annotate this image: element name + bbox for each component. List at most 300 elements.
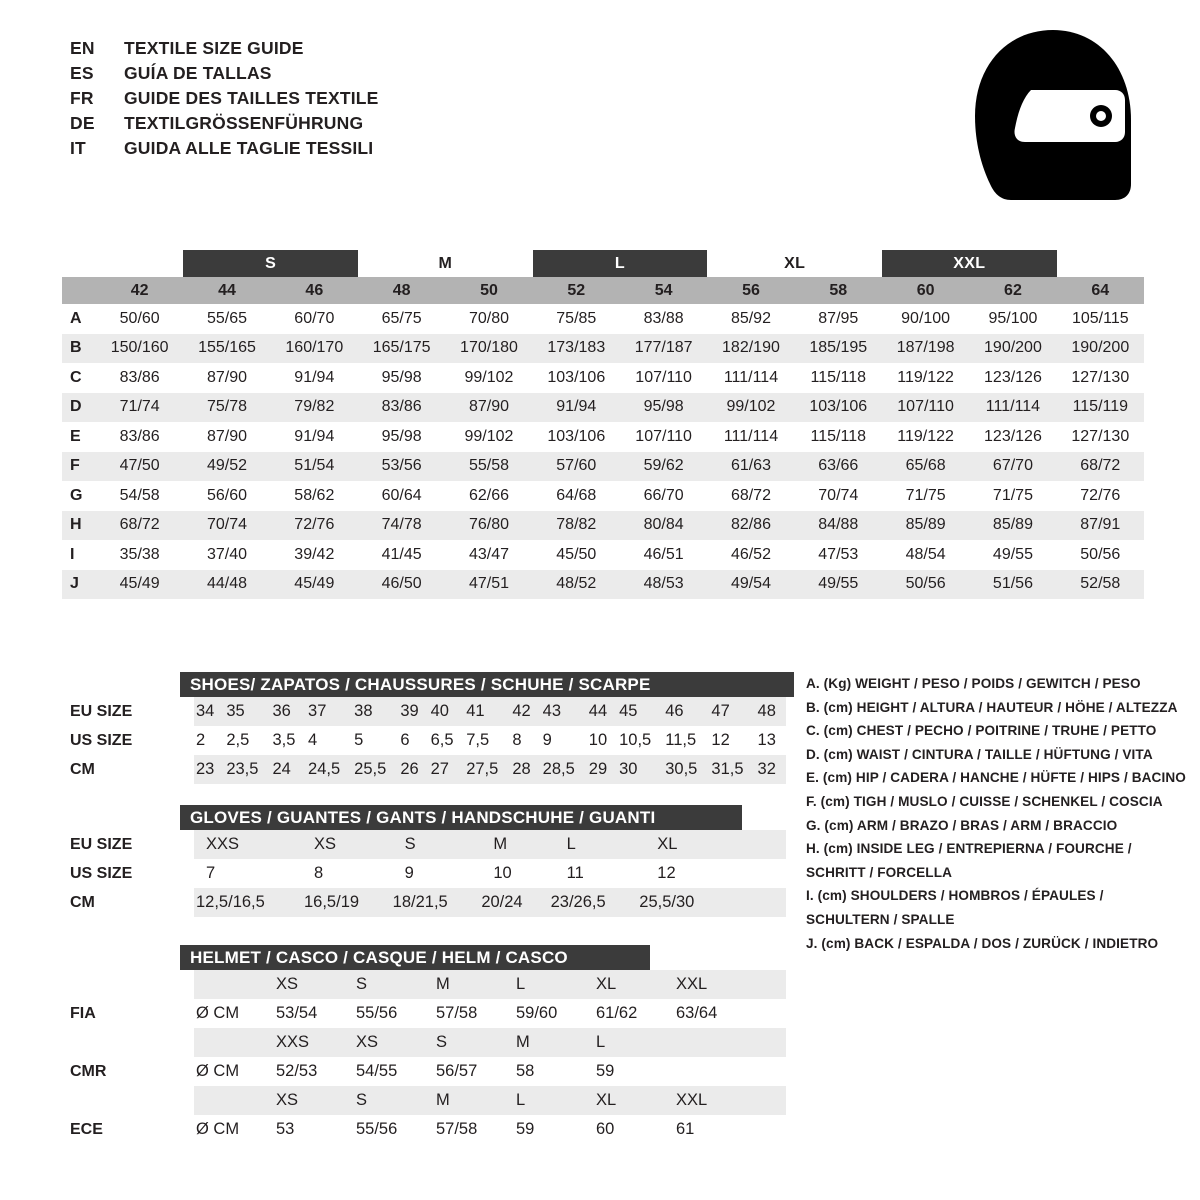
table-cell: 111/114 [723,427,779,445]
table-cell: 3,5 [272,731,296,749]
row-label: US SIZE [70,731,133,749]
helmet-size: XXS [274,1028,354,1057]
table-cell: 11 [566,864,584,882]
table-row [62,363,1144,393]
table-cell: 10 [588,731,608,749]
table-cell: 182/190 [707,334,794,364]
table-cell: 71/75 [992,486,1033,504]
helmet-size: XS [354,1028,434,1057]
table-cell: 190/200 [969,334,1056,364]
table-cell: 74/78 [358,511,445,541]
numeric-size-48: 48 [358,277,445,304]
table-cell-empty [674,1057,754,1086]
table-cell: 79/82 [271,393,358,423]
language-row-es [70,63,379,88]
table-cell: 24 [270,755,306,784]
table-cell: 123/126 [984,368,1042,386]
table-cell: 85/92 [730,309,771,327]
table-cell: 103/106 [547,427,606,445]
table-cell: 8 [512,731,522,749]
legend-line: E. (cm) HIP / CADERA / HANCHE / HÜFTE / HIPS / BACINO [806,770,1186,786]
helmet-size: XS [274,1086,354,1115]
legend-line: F. (cm) TIGH / MUSLO / CUISSE / SCHENKEL / COSCIA [806,793,1163,809]
table-cell-empty [726,888,786,917]
table-row [70,755,786,784]
table-cell: 173/183 [533,334,620,364]
table-cell: 75/85 [556,309,597,327]
table-cell: 2,5 [226,731,250,749]
table-cell: 55/65 [206,309,248,327]
table-cell: 53 [276,1120,295,1138]
legend-line: C. (cm) CHEST / PECHO / POITRINE / TRUHE / PETTO [806,723,1157,739]
table-cell: 47/53 [818,545,859,563]
language-title: GUIDA ALLE TAGLIE TESSILI [124,138,374,158]
table-cell: 20/24 [479,888,548,917]
table-cell: 105/115 [1071,309,1129,327]
table-cell: 90/100 [901,309,951,327]
language-code: DE [70,113,95,133]
table-row [62,481,1144,511]
table-cell: 7 [206,864,216,882]
table-cell: 59 [516,1120,535,1138]
row-label-empty [70,1086,194,1115]
table-cell: 185/195 [795,334,882,364]
table-cell: 55/56 [356,1120,398,1138]
language-title: GUÍA DE TALLAS [124,63,272,83]
language-title: TEXTILE SIZE GUIDE [124,38,304,58]
table-cell: 68/72 [1057,452,1144,482]
numeric-size-52: 52 [533,277,620,304]
table-cell: 53/56 [358,452,445,482]
table-cell: 49/55 [795,570,882,600]
table-cell: 27 [429,755,465,784]
unit-label-empty [194,1028,274,1057]
table-row [62,422,1144,452]
table-cell: 18/21,5 [391,888,480,917]
table-cell: 150/160 [96,334,183,364]
table-cell: 9 [542,731,552,749]
table-cell-empty [754,1086,786,1115]
table-cell: 65/75 [381,309,422,327]
table-row [70,999,786,1028]
table-cell: 155/165 [183,334,270,364]
table-cell: 63/66 [795,452,882,482]
table-cell: 27,5 [464,755,510,784]
table-cell: 44/48 [183,570,270,600]
table-cell: 75/78 [183,393,270,423]
table-cell: 23/26,5 [549,888,638,917]
legend-line: I. (cm) SHOULDERS / HOMBROS / ÉPAULES / [806,888,1104,904]
table-cell: 46/50 [358,570,445,600]
table-cell-empty [726,830,786,859]
table-cell: 41/45 [381,545,422,563]
helmet-size: M [434,970,514,999]
helmet-size: S [354,1086,434,1115]
table-cell: 11,5 [665,731,697,749]
table-cell: 9 [404,864,414,882]
table-cell: 10 [493,864,512,882]
table-cell: 61/62 [596,1004,638,1022]
table-cell: 12 [711,731,730,749]
row-label: EU SIZE [70,702,133,720]
table-cell: 76/80 [445,511,532,541]
table-cell: 187/198 [882,334,969,364]
table-cell: 78/82 [533,511,620,541]
table-cell: 41 [464,697,510,726]
table-cell: 28 [510,755,540,784]
table-cell: 87/90 [445,393,532,423]
table-cell: 7,5 [466,731,490,749]
table-cell: 62/66 [468,486,509,504]
table-cell: 177/187 [620,334,707,364]
numeric-size-corner [62,277,96,304]
table-cell: 54/55 [356,1062,398,1080]
table-cell: 43 [541,697,587,726]
gloves-table [70,830,786,917]
row-label: H [62,511,96,541]
table-cell: XS [302,830,391,859]
table-cell: 49/54 [707,570,794,600]
helmet-title: HELMET / CASCO / CASQUE / HELM / CASCO [180,945,650,970]
table-cell: 34 [194,697,224,726]
table-cell: 107/110 [635,368,692,386]
table-cell: 56/57 [436,1062,478,1080]
table-row [62,393,1144,423]
table-cell: 127/130 [1071,368,1130,386]
row-label: I [70,545,75,563]
table-cell-empty [726,859,786,888]
table-cell: L [549,830,638,859]
unit-label: Ø CM [196,1004,240,1022]
table-cell: 48/52 [533,570,620,600]
table-cell: 71/74 [96,393,183,423]
table-cell: 29 [587,755,617,784]
table-cell: 85/89 [882,511,969,541]
helmet-block [70,945,786,1144]
table-cell-empty [754,970,786,999]
table-cell: 160/170 [271,334,358,364]
size-band-row [62,250,1144,277]
row-label: D [62,393,96,423]
table-row [70,1028,786,1057]
table-row [70,1057,786,1086]
table-cell: 190/200 [1057,334,1144,364]
table-cell: 103/106 [547,368,606,386]
size-band-m: M [358,250,533,277]
table-cell: 52/53 [276,1062,318,1080]
table-cell: 64/68 [556,486,597,504]
legend-line: B. (cm) HEIGHT / ALTURA / HAUTEUR / HÖHE / ALTEZZA [806,699,1178,715]
table-cell: 51/54 [271,452,358,482]
helmet-size: XS [274,970,354,999]
table-cell: 95/98 [381,427,422,445]
helmet-size: L [594,1028,674,1057]
helmet-size: XXL [674,1086,754,1115]
table-cell: 63/64 [676,1004,718,1022]
table-cell: XXS [194,830,302,859]
table-cell: 57/58 [436,1004,478,1022]
table-row [70,830,786,859]
table-row [70,1115,786,1144]
helmet-size: S [354,970,434,999]
row-label: G [70,486,83,504]
table-cell: 35/38 [119,545,160,563]
table-cell: 103/106 [795,393,882,423]
table-cell: 95/98 [381,368,422,386]
table-cell: 50/56 [1080,545,1121,563]
table-cell: 28,5 [541,755,587,784]
table-cell: 42 [510,697,540,726]
row-label: FIA [70,1004,96,1022]
table-cell: 39/42 [294,545,335,563]
table-cell: 107/110 [635,427,692,445]
table-cell: 47/51 [445,570,532,600]
table-cell: 45/49 [271,570,358,600]
table-cell: 6,5 [430,731,454,749]
table-cell: 49/55 [992,545,1033,563]
table-row [70,888,786,917]
size-band-empty [62,250,183,277]
table-cell-empty [754,1028,786,1057]
table-cell: 85/89 [969,511,1056,541]
table-cell: 31,5 [709,755,755,784]
table-cell: 119/122 [897,427,954,445]
table-cell: 53/54 [276,1004,318,1022]
table-row [62,334,1144,364]
table-cell: 99/102 [464,427,514,445]
table-cell: 58 [516,1062,535,1080]
language-title: GUIDE DES TAILLES TEXTILE [124,88,379,108]
table-row [62,304,1144,334]
numeric-size-64: 64 [1057,277,1144,304]
row-label: CMR [70,1062,107,1080]
table-cell: 70/74 [818,486,859,504]
table-cell: 59 [596,1062,615,1080]
language-code: EN [70,38,95,58]
table-cell: 5 [354,731,364,749]
row-label: CM [70,760,95,778]
table-cell: 83/86 [119,427,160,445]
numeric-size-56: 56 [707,277,794,304]
table-cell: 72/76 [271,511,358,541]
table-cell: 38 [352,697,398,726]
table-row [62,452,1144,482]
table-cell: 35 [224,697,270,726]
table-cell: 87/95 [818,309,859,327]
table-cell: 83/88 [643,309,684,327]
language-code: IT [70,138,86,158]
table-cell: 61 [676,1120,695,1138]
row-label: B [62,334,96,364]
row-label: J [62,570,96,600]
table-cell: 2 [196,731,206,749]
language-row-fr [70,88,379,113]
row-label: F [62,452,96,482]
table-cell: 49/52 [183,452,270,482]
gloves-block [70,805,786,917]
table-cell: 44 [587,697,617,726]
table-cell: 57/58 [436,1120,478,1138]
table-cell: 13 [757,731,776,749]
table-cell: 12 [657,864,676,882]
table-row [70,726,786,755]
table-cell: 95/98 [620,393,707,423]
table-cell: 23 [194,755,224,784]
table-cell: 83/86 [119,368,160,386]
table-cell: 30,5 [663,755,709,784]
table-cell: 65/68 [882,452,969,482]
legend-line: SCHRITT / FORCELLA [806,864,953,880]
numeric-size-46: 46 [271,277,358,304]
table-cell: 115/118 [810,427,867,445]
table-cell: 61/63 [707,452,794,482]
row-label-empty [70,970,194,999]
unit-label: Ø CM [196,1120,240,1138]
language-title: TEXTILGRÖSSENFÜHRUNG [124,113,364,133]
size-band-xxl: XXL [882,250,1057,277]
table-cell: 57/60 [533,452,620,482]
table-cell: 119/122 [897,368,954,386]
table-cell: 70/80 [468,309,509,327]
table-cell: 107/110 [882,393,969,423]
numeric-size-60: 60 [882,277,969,304]
table-cell: 170/180 [445,334,532,364]
table-cell: 45/49 [96,570,183,600]
table-cell: 111/114 [723,368,779,386]
table-cell: 10,5 [619,731,652,749]
table-cell: 71/75 [905,486,946,504]
gloves-title: GLOVES / GUANTES / GANTS / HANDSCHUHE / GUANTI [180,805,742,830]
numeric-size-50: 50 [445,277,532,304]
legend-line: A. (Kg) WEIGHT / PESO / POIDS / GEWITCH / PESO [806,676,1141,691]
table-cell: 80/84 [620,511,707,541]
legend-line: D. (cm) WAIST / CINTURA / TAILLE / HÜFTUNG / VITA [806,746,1153,762]
unit-label: Ø CM [196,1062,240,1080]
row-label-empty [70,1028,194,1057]
table-cell: 56/60 [206,486,248,504]
helmet-size-empty [674,1028,754,1057]
numeric-size-header-row [62,277,1144,304]
row-label: EU SIZE [70,835,133,853]
helmet-size: XL [594,1086,674,1115]
helmet-size: L [514,1086,594,1115]
table-cell: 87/90 [206,427,248,445]
table-cell: 46/52 [730,545,771,563]
table-cell: 48/54 [905,545,946,563]
table-cell: 37/40 [206,545,248,563]
table-cell: 46 [663,697,709,726]
size-band-last [1057,250,1144,277]
table-cell: 47 [709,697,755,726]
row-label: CM [70,893,95,911]
language-row-en [70,38,379,63]
table-cell: 84/88 [795,511,882,541]
table-cell: 25,5 [352,755,398,784]
helmet-size: M [514,1028,594,1057]
row-label: US SIZE [70,864,133,882]
table-cell: 48 [756,697,786,726]
legend-line: G. (cm) ARM / BRAZO / BRAS / ARM / BRACCIO [806,817,1118,833]
table-cell: 66/70 [643,486,684,504]
table-cell: 32 [756,755,786,784]
table-cell: 23,5 [224,755,270,784]
table-cell: 6 [400,731,410,749]
textile-size-table [62,250,1144,599]
table-cell: 52/58 [1057,570,1144,600]
numeric-size-62: 62 [969,277,1056,304]
table-cell: 82/86 [707,511,794,541]
table-cell: S [391,830,480,859]
helmet-size: M [434,1086,514,1115]
table-cell: 99/102 [464,368,514,386]
table-row [70,859,786,888]
table-cell: 87/91 [1057,511,1144,541]
row-label: C [70,368,82,386]
table-cell: 47/50 [96,452,183,482]
table-cell: 50/60 [119,309,160,327]
language-code: FR [70,88,94,108]
numeric-size-42: 42 [96,277,183,304]
table-cell: 95/100 [988,309,1038,327]
table-cell: 45/50 [556,545,597,563]
helmet-size: XL [594,970,674,999]
table-cell: 165/175 [358,334,445,364]
row-label: ECE [70,1120,103,1138]
table-cell: 70/74 [183,511,270,541]
table-row [62,570,1144,600]
helmet-size: XXL [674,970,754,999]
table-cell: 58/62 [294,486,335,504]
table-cell: M [479,830,548,859]
table-cell: 39 [398,697,428,726]
racing-helmet-icon [965,28,1140,213]
table-cell: 60/64 [381,486,422,504]
measurement-legend [806,672,1186,955]
helmet-size: S [434,1028,514,1057]
table-cell-empty [754,1115,786,1144]
language-row-de [70,113,379,138]
table-cell: 68/72 [730,486,771,504]
table-cell: 55/56 [356,1004,398,1022]
shoes-table [70,697,786,784]
table-cell: 48/53 [620,570,707,600]
table-cell: 43/47 [468,545,509,563]
table-cell: 50/56 [882,570,969,600]
language-code: ES [70,63,94,83]
size-band-xl: XL [707,250,882,277]
table-cell: 91/94 [294,427,335,445]
table-cell: 12,5/16,5 [194,888,302,917]
table-cell: 37 [306,697,352,726]
table-cell: 54/58 [119,486,160,504]
table-cell: 99/102 [707,393,794,423]
table-cell: 87/90 [206,368,248,386]
table-cell: 25,5/30 [637,888,726,917]
shoes-block [70,672,786,784]
table-row [62,511,1144,541]
legend-line: H. (cm) INSIDE LEG / ENTREPIERNA / FOURCHE / [806,841,1132,857]
table-cell: 72/76 [1080,486,1121,504]
size-band-l: L [533,250,708,277]
table-cell: 127/130 [1071,427,1130,445]
helmet-size: L [514,970,594,999]
table-cell-empty [754,999,786,1028]
table-cell: 36 [270,697,306,726]
table-cell: 59/62 [620,452,707,482]
unit-label-empty [194,1086,274,1115]
table-cell: 24,5 [306,755,352,784]
table-cell: 51/56 [969,570,1056,600]
